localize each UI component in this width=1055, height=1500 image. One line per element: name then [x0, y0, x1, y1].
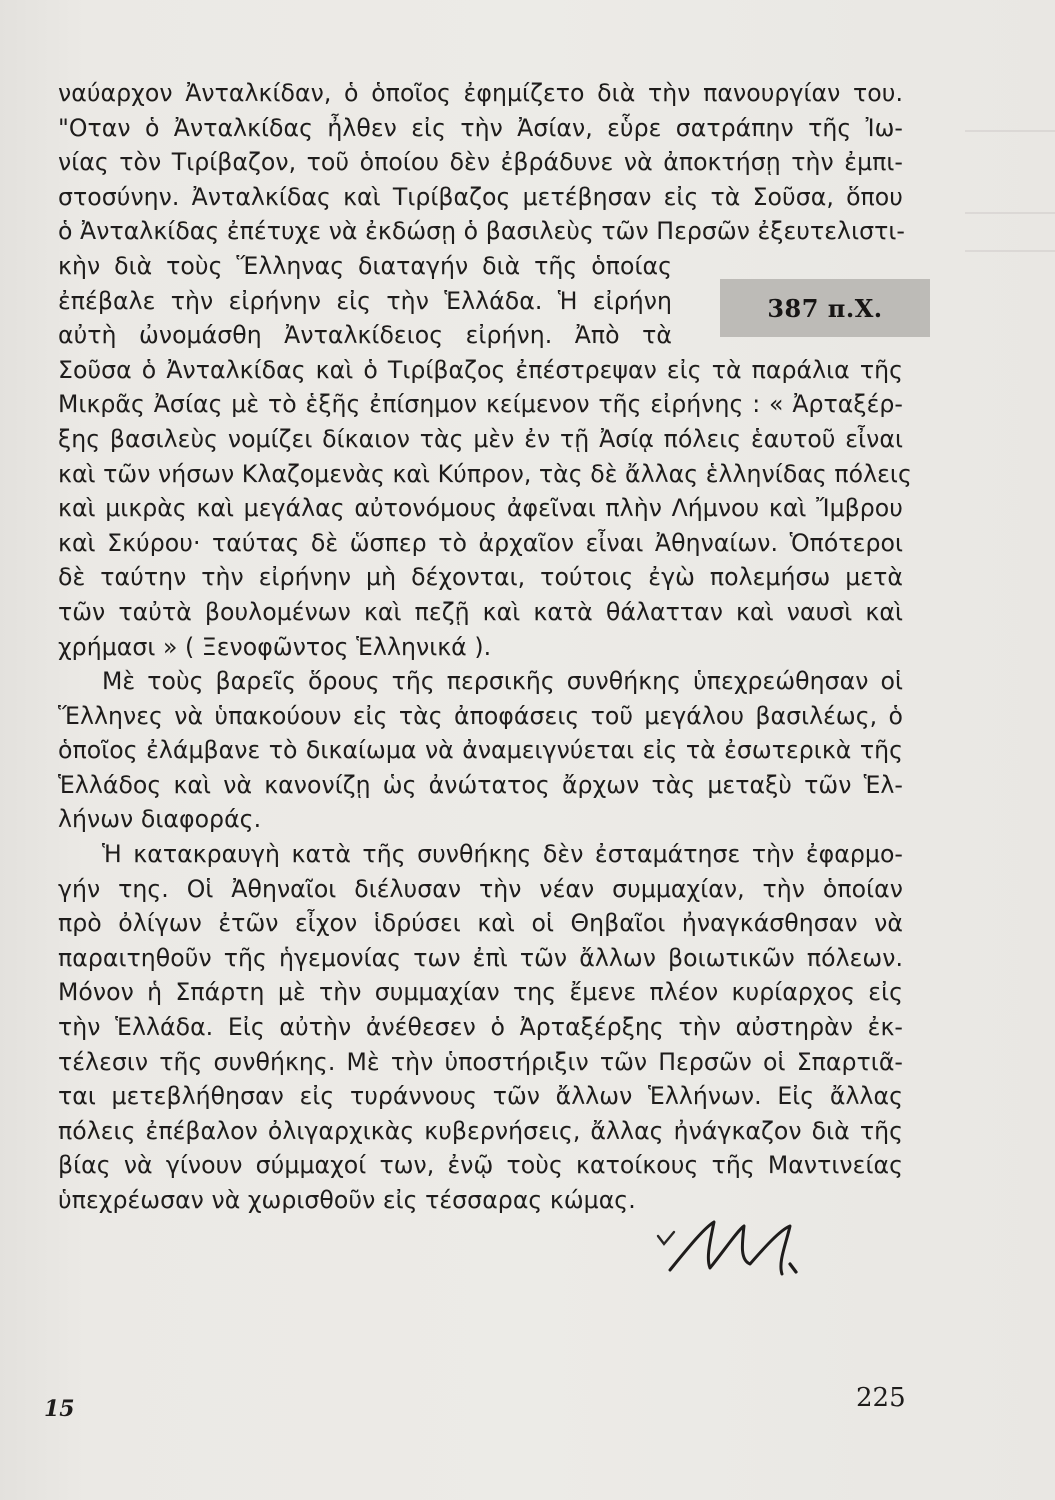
signature-initials-stroke: [670, 1222, 790, 1274]
body-text: [58, 76, 912, 1218]
text-line: ται μετεβλήθησαν εἰς τυράννους τῶν ἄλλων Ἑλλήνων. Εἰς ἄλλας: [58, 1082, 903, 1111]
show-through-mark: [965, 130, 1055, 132]
text-line: ξης βασιλεὺς νομίζει δίκαιον τὰς μὲν ἐν τῇ Ἀσίᾳ πόλεις ἑαυτοῦ εἶναι: [58, 424, 903, 453]
text-line: γήν της. Οἱ Ἀθηναῖοι διέλυσαν τὴν νέαν συμμαχίαν, τὴν ὁποίαν: [58, 874, 903, 903]
text-line: "Οταν ὁ Ἀνταλκίδας ἦλθεν εἰς τὴν Ἀσίαν, εὗρε σατράπην τῆς Ἰω-: [58, 113, 903, 142]
paragraph-start-line: Μὲ τοὺς βαρεῖς ὅρους τῆς περσικῆς συνθήκης ὑπεχρεώθησαν οἱ: [102, 667, 903, 696]
text-line: καὶ Σκύρου· ταύτας δὲ ὥσπερ τὸ ἀρχαῖον εἶναι Ἀθηναίων. Ὁπότεροι: [58, 528, 903, 557]
text-line: βίας νὰ γίνουν σύμμαχοί των, ἐνῷ τοὺς κατοίκους τῆς Μαντινείας: [58, 1151, 903, 1180]
text-line: Ἕλληνες νὰ ὑπακούουν εἰς τὰς ἀποφάσεις τοῦ μεγάλου βασιλέως, ὁ: [58, 701, 903, 730]
text-line: Ἑλλάδος καὶ νὰ κανονίζῃ ὡς ἀνώτατος ἄρχων τὰς μεταξὺ τῶν Ἑλ-: [58, 770, 903, 799]
paragraph-start-line: Ἡ κατακραυγὴ κατὰ τῆς συνθήκης δὲν ἐσταμάτησε τὴν ἐφαρμο-: [102, 840, 903, 869]
text-line: τέλεσιν τῆς συνθήκης. Μὲ τὴν ὑποστήριξιν τῶν Περσῶν οἱ Σπαρτιᾶ-: [58, 1047, 903, 1076]
handwritten-signature: [640, 1208, 820, 1288]
page-number: 225: [856, 1383, 906, 1413]
text-line: Μόνον ἡ Σπάρτη μὲ τὴν συμμαχίαν της ἔμενε πλέον κυρίαρχος εἰς: [58, 978, 903, 1007]
text-line: πρὸ ὀλίγων ἐτῶν εἶχον ἱδρύσει καὶ οἱ Θηβαῖοι ἠναγκάσθησαν νὰ: [58, 909, 903, 938]
text-line: δὲ ταύτην τὴν εἰρήνην μὴ δέχονται, τούτοις ἐγὼ πολεμήσω μετὰ: [58, 563, 903, 592]
text-line: Σοῦσα ὁ Ἀνταλκίδας καὶ ὁ Τιρίβαζος ἐπέστρεψαν εἰς τὰ παράλια τῆς: [58, 355, 903, 384]
signature-dot-stroke: [790, 1264, 796, 1272]
text-line: Μικρᾶς Ἀσίας μὲ τὸ ἑξῆς ἐπίσημον κείμενον τῆς εἰρήνης : « Ἀρταξέρ-: [58, 390, 903, 419]
text-line: νίας τὸν Τιρίβαζον, τοῦ ὁποίου δὲν ἐβράδυνε νὰ ἀποκτήσῃ τὴν ἐμπι-: [58, 148, 903, 177]
text-line: παραιτηθοῦν τῆς ἡγεμονίας των ἐπὶ τῶν ἄλλων βοιωτικῶν πόλεων.: [58, 943, 903, 972]
text-line: στοσύνην. Ἀνταλκίδας καὶ Τιρίβαζος μετέβησαν εἰς τὰ Σοῦσα, ὅπου: [58, 182, 903, 211]
text-line: ὑπεχρέωσαν νὰ χωρισθοῦν εἰς τέσσαρας κώμας.: [58, 1186, 636, 1214]
text-line: κὴν διὰ τοὺς Ἕλληνας διαταγήν διὰ τῆς ὁποίας: [58, 251, 672, 280]
signature-check-stroke: [658, 1232, 674, 1244]
text-line: λήνων διαφοράς.: [58, 805, 262, 834]
text-line: καὶ τῶν νήσων Κλαζομενὰς καὶ Κύπρον, τὰς δὲ ἄλλας ἑλληνίδας πόλεις: [58, 459, 912, 488]
text-line: αὐτὴ ὠνομάσθη Ἀνταλκίδειος εἰρήνη. Ἀπὸ τὰ: [58, 321, 672, 350]
text-line: τὴν Ἑλλάδα. Εἰς αὐτὴν ἀνέθεσεν ὁ Ἀρταξέρξης τὴν αὐστηρὰν ἐκ-: [58, 1013, 903, 1042]
text-line: ὁποῖος ἐλάμβανε τὸ δικαίωμα νὰ ἀναμειγνύεται εἰς τὰ ἐσωτερικὰ τῆς: [58, 736, 903, 765]
margin-date-box: 387 π.Χ.: [720, 279, 930, 337]
text-line: πόλεις ἐπέβαλον ὀλιγαρχικὰς κυβερνήσεις, ἄλλας ἠνάγκαζον διὰ τῆς: [58, 1116, 903, 1145]
text-line: ὁ Ἀνταλκίδας ἐπέτυχε νὰ ἐκδώσῃ ὁ βασιλεὺς τῶν Περσῶν ἐξευτελιστι-: [58, 217, 905, 246]
text-line: τῶν ταὐτὰ βουλομένων καὶ πεζῇ καὶ κατὰ θάλατταν καὶ ναυσὶ καὶ: [58, 597, 903, 626]
text-line: χρήμασι » ( Ξενοφῶντος Ἑλληνικά ).: [58, 632, 492, 661]
text-line: ναύαρχον Ἀνταλκίδαν, ὁ ὁποῖος ἐφημίζετο διὰ τὴν πανουργίαν του.: [58, 79, 903, 107]
show-through-mark: [965, 212, 1055, 214]
text-line: ἐπέβαλε τὴν εἰρήνην εἰς τὴν Ἑλλάδα. Ἡ εἰρήνη: [58, 286, 672, 315]
show-through-mark: [965, 250, 1055, 252]
text-line: καὶ μικρὰς καὶ μεγάλας αὐτονόμους ἀφεῖναι πλὴν Λήμνου καὶ Ἴμβρου: [58, 494, 903, 523]
gathering-number: 15: [44, 1396, 75, 1422]
